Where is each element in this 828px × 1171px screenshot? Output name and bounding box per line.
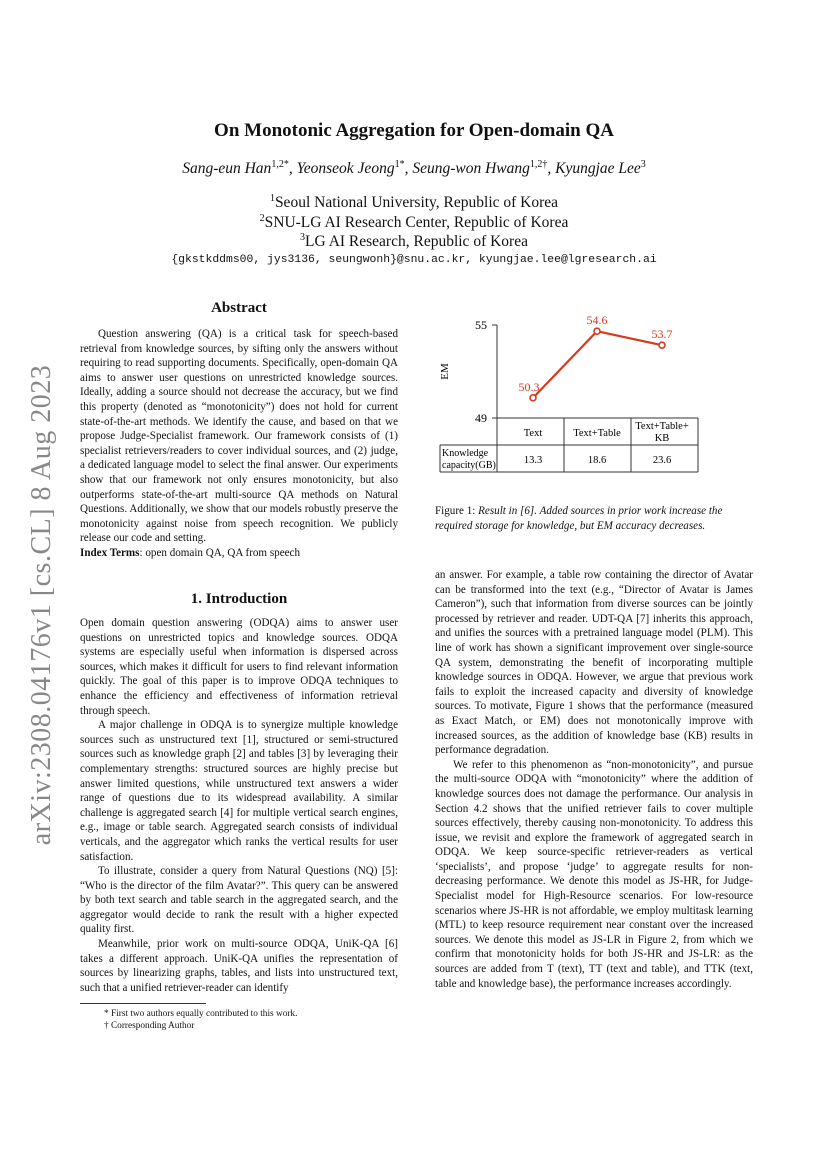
arxiv-id: arXiv:2308.04176v1 [cs.CL] 8 Aug 2023: [26, 364, 57, 846]
data-point: [530, 395, 536, 401]
y-tick-label: 49: [475, 411, 487, 425]
author-sup: 3: [640, 159, 646, 170]
paragraph: Meanwhile, prior work on multi-source ODQA, UniK-QA [6] takes a different approach. UniK-QA unifies the representation of sources by linearizing graphs, tables, and lists into unstructured text, such that a unified retriever-reader can identify: [80, 938, 398, 994]
intro-right-column: [435, 568, 753, 991]
author-name: Sang-eun Han: [182, 160, 272, 178]
paragraph: Open domain question answering (ODQA) aims to answer user questions on unrestricted topics and knowledge sources. ODQA systems are especially useful when information is dispersed across sources, which makes it difficult for users to find relevant information quickly. The goal of this paper is to improve ODQA techniques to enhance the efficiency and effectiveness of information retrieval through speech.: [80, 617, 398, 717]
paragraph: A major challenge in ODQA is to synergize multiple knowledge sources such as unstructured text [1], structured or semi-structured sources such as knowledge graph [2] and tables [3] by leveraging their complementary strengths: structured sources are highly precise but answer limited questions, while unstructured text answers a wider range of questions due to its widespread availability. A similar challenge is aggregated search [4] for multiple vertical search engines, e.g., image or table search. Aggregated search consists of individual verticals, and the aggregator which ranks the vertical results for user satisfaction.: [80, 719, 398, 863]
table-value: 18.6: [587, 455, 607, 466]
affiliation: $^3$LG AI Research, Republic of Korea: [300, 232, 528, 251]
author-emails: {gkstkddms00, jys3136, seungwonh}@snu.ac.kr, kyungjae.lee@lgresearch.ai: [171, 254, 657, 266]
figure-caption: [435, 504, 753, 533]
affiliation: $^2$SNU-LG AI Research Center, Republic of Korea: [259, 213, 569, 232]
paragraph: We refer to this phenomenon as “non-monotonicity”, and pursue the multi-source ODQA with “monotonicity” where the addition of knowledge sources does not damage the performance. Our analysis in Section 4.2 shows that the unified retriever fails to cover multiple sources effectively, thereby causing non-monotonicity. To address this issue, we revisit and explore the framework of aggregated search in ODQA. We keep source-specific retriever-readers as vertical ‘specialists’, and propose ‘judge’ to aggregate results for non-decreasing performance. We denote this model as JS-HR, for Judge-Specialist model for High-Resource scenarios. For low-resource scenarios where JS-HR is not affordable, we employ multitask learning (MTL) to keep resource requirement near constant over the increased sources. We denote this model as JS-LR in Figure 2, from which we confirm that monotonicity holds for both JS-HR and JS-LR: as the sources are added from T (text), TT (text and table), and TTK (text, table and knowledge base), the performance increases accordingly.: [435, 758, 753, 990]
data-label: 53.7: [651, 327, 673, 342]
caption-text: Result in [6]. Added sources in prior work increase the required storage for knowledge, but EM accuracy decreases.: [435, 505, 723, 532]
index-terms: Index Terms: open domain QA, QA from speech: [80, 546, 301, 559]
abstract-text: Question answering (QA) is a critical task for speech-based retrieval from knowledge sources, by sifting only the answers without requiring to read supporting documents. Specifically, open-domain QA aims to answer user questions on unrestricted knowledge sources. Ideally, adding a source should not decrease the accuracy, but we find this property (denoted as “monotonicity”) does not hold for current state-of-the-art methods. We identify the cause, and based on that we propose Judge-Specialist framework. Our framework consists of (1) specialist retrievers/readers to cover individual sources, and (2) judge, a dedicated language model to select the final answer. Our experiments show that our framework not only ensures monotonicity, but also outperforms state-of-the-art multi-source QA methods on Natural Questions. Additionally, we show that our models robustly preserve the monotonicity against noise from speech recognition. We publicly release our code and setting.: [80, 328, 398, 545]
author-sup: 1*: [394, 159, 405, 170]
paragraph: an answer. For example, a table row containing the director of Avatar can be transformed into the text (e.g., “Director of Avatar is James Cameron”), such that information from diverse sources can be jointly processed by retriever and reader. UDT-QA [7] inherits this approach, and unifies the sources with a pretrained language model (PLM). This line of work has shown a significant improvement over single-source QA system, demonstrating the benefit of incorporating multiple knowledge sources in ODQA. However, we argue that previous work fails to exploit the increased capacity and diversity of knowledge sources. To motivate, Figure 1 shows that the performance (measured as Exact Match, or EM) does not monotonically improve with increased sources, as the addition of knowledge base (KB) results in performance degradation.: [435, 569, 753, 757]
footnote-rule: [80, 1003, 206, 1004]
table-row-label: capacity(GB): [442, 460, 496, 471]
data-label: 54.6: [586, 313, 608, 328]
author-list: Sang-eun Han$^{1,2*}$, Yeonseok Jeong$^{1*}$, Seung-won Hwang$^{1,2\dagger}$, Kyungjae Lee$^3$: [182, 159, 646, 178]
arxiv-sidebar: [22, 364, 62, 846]
abstract-heading: Abstract: [211, 300, 267, 316]
author-name: Kyungjae Lee: [555, 160, 641, 178]
author-sup: 1,2†: [529, 159, 548, 170]
figure-1-chart: [430, 305, 760, 480]
series-line: [533, 331, 662, 398]
table-value: 23.6: [652, 455, 672, 466]
author-sup: 1,2*: [271, 159, 289, 170]
table-row-label: Knowledge: [442, 448, 489, 459]
author-name: Seung-won Hwang: [412, 160, 530, 178]
intro-left-column: [80, 616, 398, 995]
x-category-label: KB: [654, 433, 670, 444]
affiliation: $^1$Seoul National University, Republic of Korea: [269, 193, 559, 212]
intro-heading: 1. Introduction: [190, 591, 288, 607]
y-tick-label: 55: [475, 318, 487, 332]
x-category-label: Text+Table+: [635, 421, 689, 432]
table-value: 13.3: [523, 455, 543, 466]
caption-label: Figure 1:: [435, 505, 476, 517]
data-point: [594, 328, 600, 334]
x-category-label: Text: [523, 428, 543, 439]
x-category-label: Text+Table: [573, 428, 621, 439]
paragraph: To illustrate, consider a query from Natural Questions (NQ) [5]: “Who is the director of the film Avatar?”. This query can be answered by both text search and table search in the aggregated search, and the aggregator would decide to rank the result with a higher expected quality first.: [80, 865, 398, 936]
author-name: Yeonseok Jeong: [296, 160, 395, 178]
abstract-body: [80, 327, 398, 561]
data-point: [659, 342, 665, 348]
paper-title: On Monotonic Aggregation for Open-domain QA: [214, 120, 614, 141]
y-axis-label: EM: [439, 363, 451, 380]
footnote: * First two authors equally contributed to this work.: [104, 1009, 298, 1019]
data-label: 50.3: [518, 379, 540, 394]
footnote: † Corresponding Author: [104, 1021, 195, 1031]
